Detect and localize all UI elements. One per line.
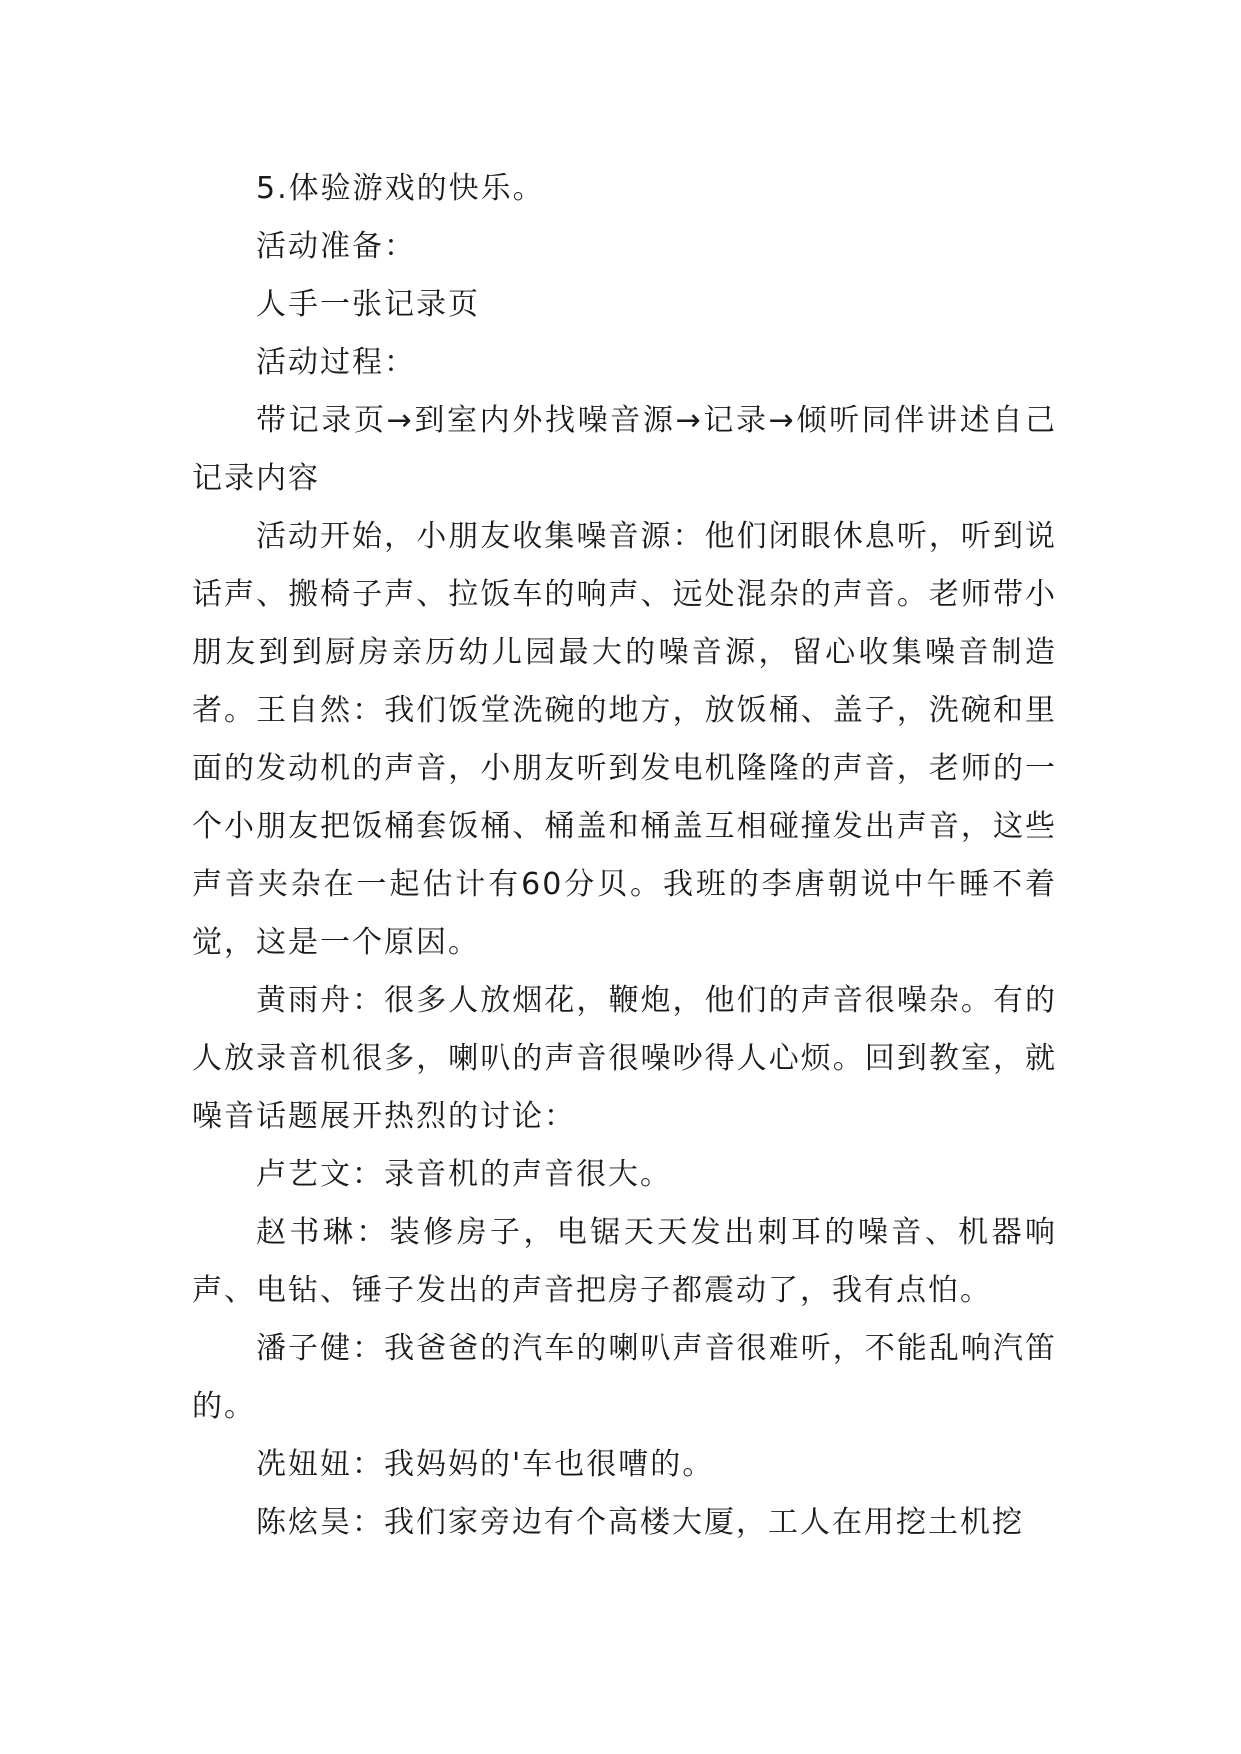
paragraph-xian-niuniu: 冼妞妞：我妈妈的'车也很嘈的。	[256, 1447, 715, 1482]
paragraph-chen-xuanhao: 陈炫昊：我们家旁边有个高楼大厦，工人在用挖土机挖	[256, 1505, 1024, 1540]
paragraph-huang-yuzhou: 黄雨舟：很多人放烟花，鞭炮，他们的声音很噪杂。有的人放录音机很多，喇叭的声音很噪吵得人心烦。回到教室，就噪音话题展开热烈的讨论：	[192, 983, 1057, 1134]
paragraph-process-heading: 活动过程：	[256, 345, 416, 380]
paragraph-pan-zijian: 潘子健：我爸爸的汽车的喇叭声音很难听，不能乱响汽笛的。	[192, 1331, 1057, 1424]
document-body	[192, 160, 1057, 1552]
paragraph-goal-5: 5.体验游戏的快乐。	[256, 171, 545, 206]
paragraph-lu-yiwen: 卢艺文：录音机的声音很大。	[256, 1157, 672, 1192]
paragraph-zhao-shulin: 赵书琳：装修房子，电锯天天发出刺耳的噪音、机器响声、电钻、锤子发出的声音把房子都震动了，我有点怕。	[192, 1215, 1057, 1308]
paragraph-activity-start: 活动开始，小朋友收集噪音源：他们闭眼休息听，听到说话声、搬椅子声、拉饭车的响声、远处混杂的声音。老师带小朋友到到厨房亲历幼儿园最大的噪音源，留心收集噪音制造者。王自然：我们饭堂洗碗的地方，放饭桶、盖子，洗碗和里面的发动机的声音，小朋友听到发电机隆隆的声音，老师的一个小朋友把饭桶套饭桶、桶盖和桶盖互相碰撞发出声音，这些声音夹杂在一起估计有60分贝。我班的李唐朝说中午睡不着觉，这是一个原因。	[192, 519, 1057, 960]
paragraph-prep-heading: 活动准备：	[256, 229, 416, 264]
paragraph-process-flow: 带记录页→到室内外找噪音源→记录→倾听同伴讲述自己记录内容	[192, 403, 1057, 496]
paragraph-prep-content: 人手一张记录页	[256, 287, 480, 322]
